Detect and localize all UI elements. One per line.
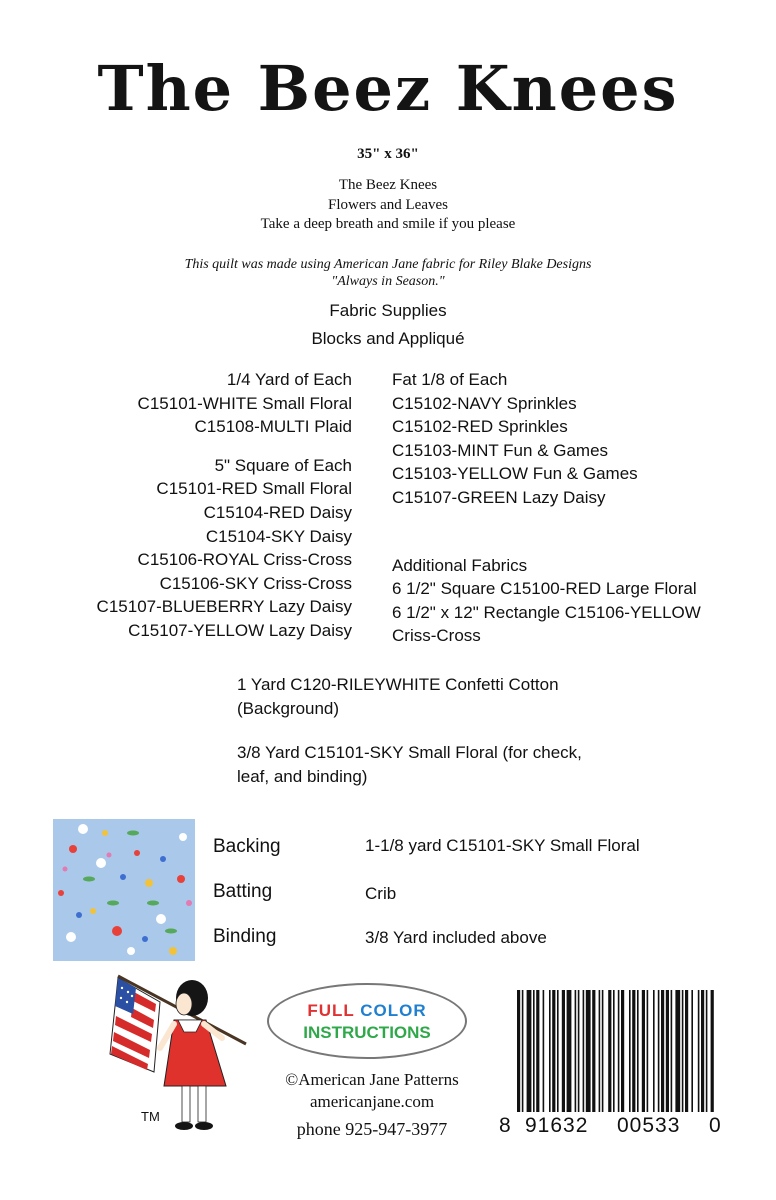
barcode-bar — [557, 990, 559, 1112]
barcode-bar — [647, 990, 649, 1112]
barcode-bar — [608, 990, 611, 1112]
phone-number: phone 925-947-3977 — [296, 1119, 448, 1139]
group-heading: 1/4 Yard of Each — [226, 370, 352, 389]
supply-item: C15101-WHITE Small Floral — [137, 393, 352, 413]
barcode-left-digit: 8 — [499, 1114, 511, 1137]
girl-with-flag-illustration — [104, 968, 254, 1140]
supply-item: C15101-RED Small Floral — [156, 479, 352, 499]
barcode-bar — [629, 990, 631, 1112]
barcode-group-2: 00533 — [617, 1114, 681, 1137]
supplies-right-column — [392, 368, 772, 648]
binding-label: Binding — [213, 926, 277, 947]
girl-with-flag-icon — [104, 968, 254, 1140]
group-heading: 5" Square of Each — [214, 455, 352, 475]
barcode-bar — [567, 990, 572, 1112]
poem-line: Take a deep breath and smile if you please — [260, 216, 516, 232]
barcode-bar — [536, 990, 539, 1112]
supplies-subheading: Blocks and Appliqué — [311, 329, 465, 348]
supply-item: C15107-GREEN Lazy Daisy — [392, 487, 606, 507]
supply-item: 6 1/2" x 12" Rectangle C15106-YELLOW — [392, 602, 701, 622]
supply-item: C15102-RED Sprinkles — [392, 417, 568, 437]
barcode — [499, 990, 723, 1140]
supply-item: C15104-RED Daisy — [203, 502, 352, 522]
barcode-bar — [613, 990, 615, 1112]
supply-item: 1 Yard C120-RILEYWHITE Confetti Cotton — [237, 675, 559, 694]
badge-word-full: FULL — [307, 1001, 355, 1020]
barcode-bar — [533, 990, 535, 1112]
barcode-bar — [711, 990, 714, 1112]
barcode-bar — [599, 990, 601, 1112]
barcode-bar — [575, 990, 577, 1112]
group-heading: Fat 1/8 of Each — [392, 370, 508, 389]
barcode-bar — [661, 990, 664, 1112]
supply-item: C15104-SKY Daisy — [205, 526, 352, 546]
barcode-bars-icon — [503, 990, 723, 1112]
website-link[interactable]: americanjane.com — [309, 1092, 435, 1111]
fabric-swatch-image — [53, 819, 195, 961]
barcode-bar — [586, 990, 591, 1112]
barcode-bar — [552, 990, 555, 1112]
barcode-bar — [691, 990, 693, 1112]
supply-item: C15103-YELLOW Fun & Games — [392, 464, 638, 484]
supply-item: Criss-Cross — [392, 626, 481, 646]
barcode-bar — [592, 990, 595, 1112]
barcode-bar — [621, 990, 624, 1112]
barcode-bar — [632, 990, 635, 1112]
barcode-bar — [549, 990, 551, 1112]
badge-line-2: INSTRUCTIONS — [303, 1023, 431, 1042]
supplies-left-column — [20, 368, 352, 643]
background-fabric — [237, 673, 776, 720]
barcode-bar — [706, 990, 708, 1112]
credit-line: This quilt was made using American Jane fabric for Riley Blake Designs — [184, 257, 592, 272]
barcode-bar — [602, 990, 604, 1112]
barcode-bar — [583, 990, 585, 1112]
barcode-bar — [658, 990, 660, 1112]
supplies-heading: Fabric Supplies — [329, 301, 447, 320]
supply-item: C15106-SKY Criss-Cross — [159, 573, 352, 593]
fabric-credit — [0, 256, 776, 290]
badge-line-1 — [269, 1000, 465, 1022]
poem-line: Flowers and Leaves — [328, 196, 448, 213]
barcode-bar — [527, 990, 532, 1112]
batting-value: Crib — [365, 884, 397, 903]
barcode-bar — [666, 990, 669, 1112]
barcode-bar — [685, 990, 688, 1112]
barcode-bar — [701, 990, 704, 1112]
supply-item: C15107-YELLOW Lazy Daisy — [128, 620, 352, 640]
full-color-badge — [267, 983, 467, 1059]
sky-fabric — [237, 741, 776, 788]
trademark-mark: TM — [141, 1109, 160, 1124]
barcode-bar — [578, 990, 580, 1112]
supply-item: 6 1/2" Square C15100-RED Large Floral — [392, 579, 697, 599]
quilt-dimensions: 35" x 36" — [357, 146, 419, 162]
barcode-bar — [562, 990, 565, 1112]
supply-item: C15107-BLUEBERRY Lazy Daisy — [96, 597, 352, 617]
barcode-bar — [682, 990, 684, 1112]
supply-item: C15108-MULTI Plaid — [194, 417, 352, 437]
supply-item: 3/8 Yard C15101-SKY Small Floral (for check, — [237, 743, 582, 762]
barcode-bar — [543, 990, 545, 1112]
barcode-group-1: 91632 — [525, 1114, 589, 1137]
supply-item: C15102-NAVY Sprinkles — [392, 393, 577, 413]
barcode-bar — [671, 990, 673, 1112]
supply-item: leaf, and binding) — [237, 766, 368, 786]
barcode-bar — [653, 990, 655, 1112]
pattern-title: The Beez Knees — [97, 52, 679, 125]
barcode-bar — [522, 990, 524, 1112]
barcode-bar — [698, 990, 700, 1112]
supply-item: C15103-MINT Fun & Games — [392, 440, 609, 460]
barcode-bar — [618, 990, 620, 1112]
poem — [0, 176, 776, 235]
group-heading: Additional Fabrics — [392, 555, 528, 575]
copyright-text: ©American Jane Patterns — [285, 1070, 459, 1089]
barcode-bar — [517, 990, 520, 1112]
backing-value: 1-1/8 yard C15101-SKY Small Floral — [365, 836, 640, 855]
batting-label: Batting — [213, 881, 273, 902]
barcode-right-digit: 0 — [709, 1114, 721, 1137]
barcode-bar — [637, 990, 639, 1112]
floral-pattern-icon — [53, 819, 195, 961]
poem-line: The Beez Knees — [338, 177, 438, 193]
badge-word-color: COLOR — [360, 1001, 427, 1020]
credit-line: "Always in Season." — [331, 274, 445, 289]
supply-item: (Background) — [237, 698, 340, 718]
barcode-bar — [642, 990, 645, 1112]
backing-label: Backing — [213, 836, 281, 857]
supply-item: C15106-ROYAL Criss-Cross — [137, 550, 352, 570]
barcode-bar — [675, 990, 680, 1112]
binding-value: 3/8 Yard included above — [365, 928, 547, 947]
